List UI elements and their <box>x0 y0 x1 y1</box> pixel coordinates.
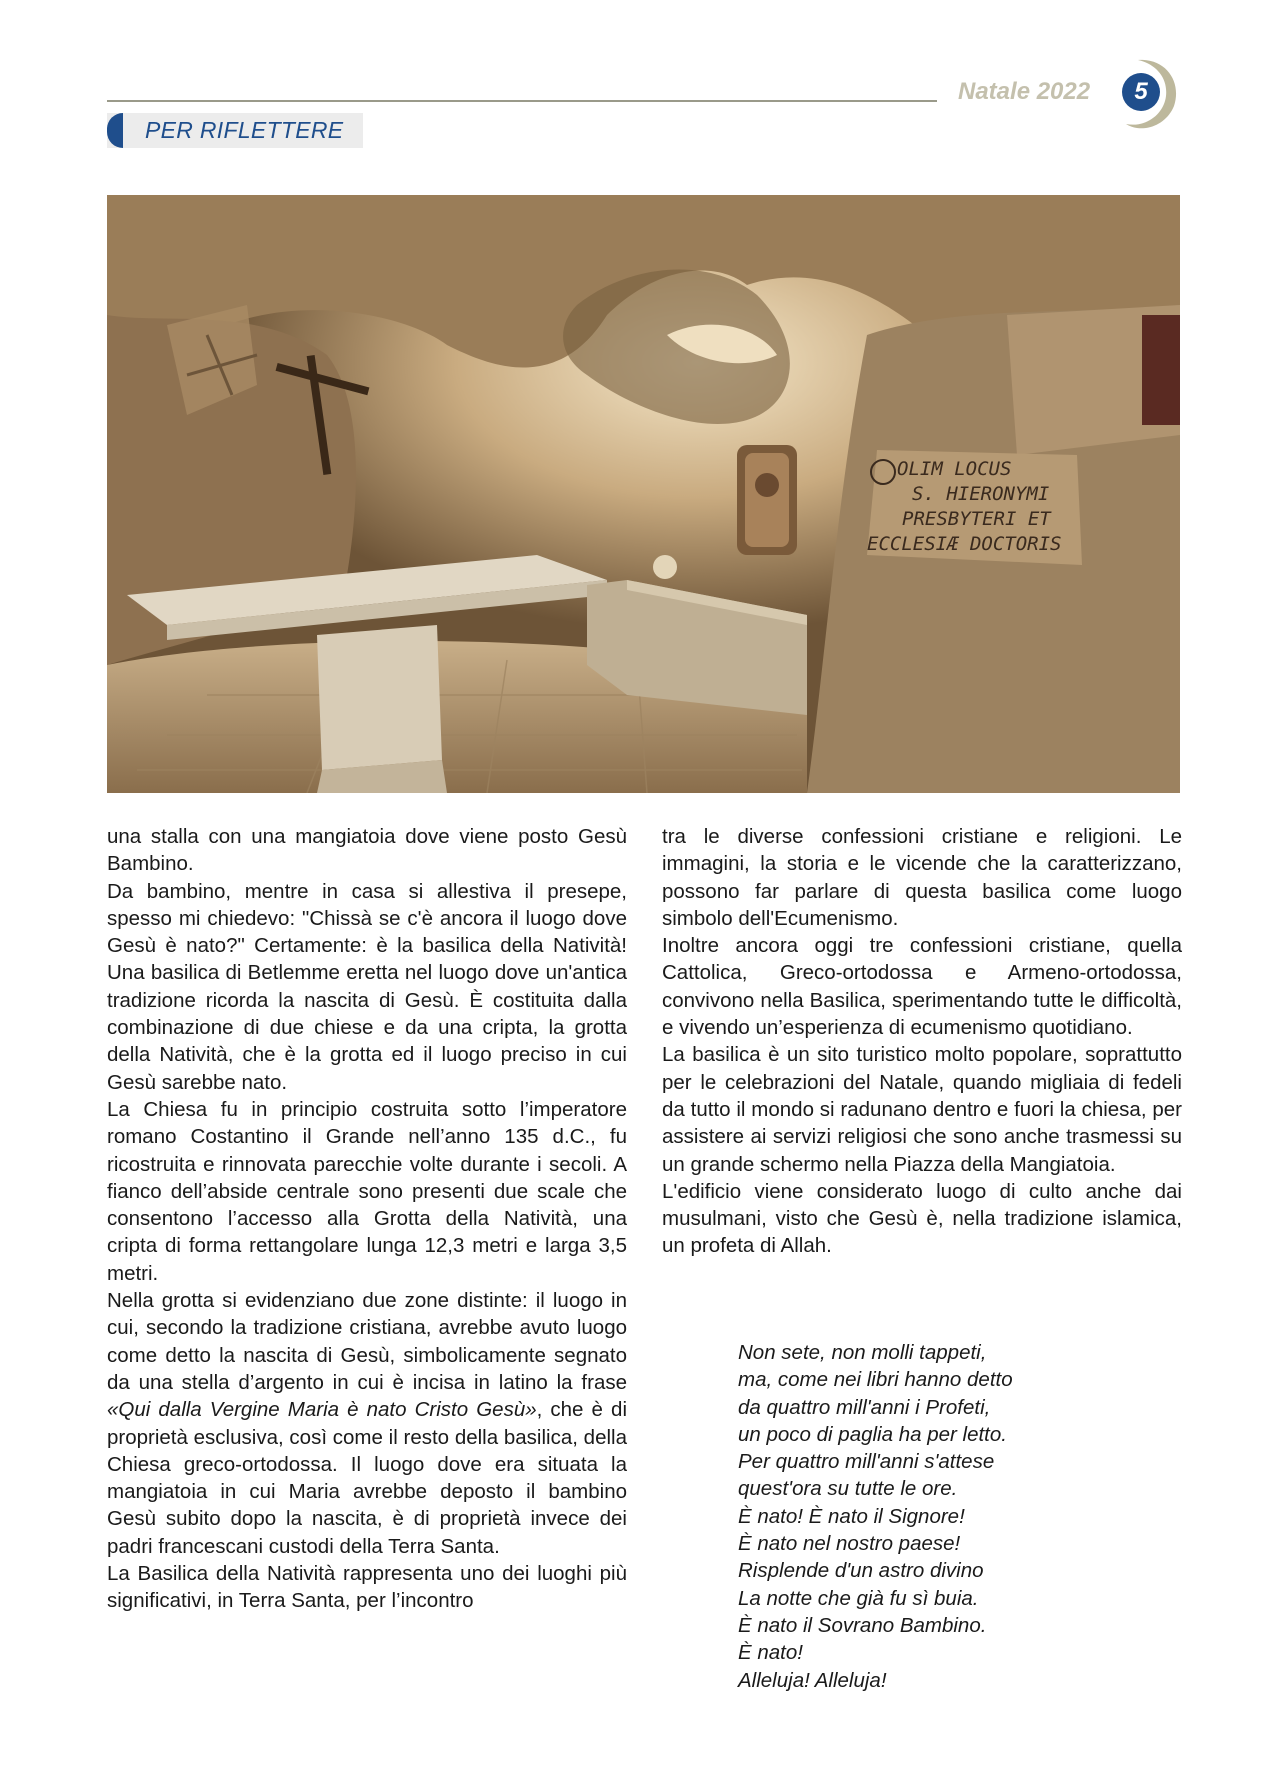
poem-line: È nato il Sovrano Bambino. <box>738 1613 987 1637</box>
article-paragraph: La Basilica della Natività rappresenta uno dei luoghi più significativi, in Terra Santa, per l’incontro <box>107 1562 627 1613</box>
poem-line: Risplende d'un astro divino <box>738 1559 984 1583</box>
poem-line: da quattro mill'anni i Profeti, <box>738 1395 991 1419</box>
poem-line: ma, come nei libri hanno detto <box>738 1368 1013 1392</box>
page-number: 5 <box>1122 73 1160 111</box>
article-paragraph: Inoltre ancora oggi tre confessioni cristiane, quella Cattolica, Greco-ortodossa e Armeno-ortodossa, convivono nella Basilica, sperimentando tutte le difficoltà, e vivendo un’esperienza di ecumenismo quotidiano. <box>662 934 1182 1040</box>
header-rule <box>107 100 937 102</box>
article-paragraph: Da bambino, mentre in casa si allestiva il presepe, spesso mi chiedevo: "Chissà se c'è ancora il luogo dove Gesù è nato?" Certamente: è la basilica della Natività! Una basilica di Betlemme eretta nel luogo dove un'antica tradizione ricorda la nascita di Gesù. È costituita dalla combinazione di due chiese e da una cripta, la grotta della Natività, che è la grotta ed il luogo preciso in cui Gesù sarebbe nato. <box>107 879 627 1094</box>
paragraph-text: Nella grotta si evidenziano due zone distinte: il luogo in cui, secondo la tradizione cristiana, avrebbe avuto luogo come detto la nascita di Gesù, simbolicamente segnato da una stella d’argento in cui è incisa in latino la frase <box>107 1289 627 1394</box>
article-paragraph: La basilica è un sito turistico molto popolare, soprattutto per le celebrazioni del Natale, quando migliaia di fedeli da tutto il mondo si radunano dentro e fuori la chiesa, per assistere ai servizi religiosi che sono anche trasmessi su un grande schermo nella Piazza della Mangiatoia. <box>662 1043 1182 1176</box>
latin-quote: «Qui dalla Vergine Maria è nato Cristo Gesù» <box>107 1398 537 1422</box>
grotto-photo <box>107 195 1180 793</box>
inscription-line-3: PRESBYTERI ET <box>902 508 1051 530</box>
poem-line: Per quattro mill'anni s'attese <box>738 1450 995 1474</box>
issue-title: Natale 2022 <box>958 78 1091 105</box>
poem-line: quest'ora su tutte le ore. <box>738 1477 958 1501</box>
article-right-column <box>662 823 1182 1260</box>
paragraph-text: , che è di proprietà esclusiva, così come il resto della basilica, della Chiesa greco-ortodossa. Il luogo dove era situata la mangiatoia in cui Maria avrebbe deposto il bambino Gesù subito dopo la nascita, è di proprietà invece dei padri francescani custodi della Terra Santa. <box>107 1398 627 1558</box>
inscription-line-4: ECCLESIÆ DOCTORIS <box>867 533 1062 555</box>
article-left-column <box>107 823 627 1615</box>
section-label: PER RIFLETTERE <box>145 117 344 143</box>
poem-line: Alleluja! Alleluja! <box>738 1668 887 1692</box>
inscription-line-1: OLIM LOCUS <box>897 458 1012 480</box>
article-paragraph: tra le diverse confessioni cristiane e religioni. Le immagini, la storia e le vicende che la caratterizzano, possono far parlare di questa basilica come luogo simbolo dell'Ecumenismo. <box>662 825 1182 930</box>
article-paragraph: La Chiesa fu in principio costruita sotto l’imperatore romano Costantino il Grande nell’anno 135 d.C., fu ricostruita e rinnovata parecchie volte durante i secoli. A fianco dell’abside centrale sono presenti due scale che consentono l’accesso alla Grotta della Natività, una cripta di forma rettangolare lunga 12,3 metri e larga 3,5 metri. <box>107 1097 627 1285</box>
poem-line: Non sete, non molli tappeti, <box>738 1341 987 1364</box>
poem-line: È nato nel nostro paese! <box>738 1532 961 1556</box>
poem <box>738 1339 1013 1694</box>
poem-line: È nato! È nato il Signore! <box>738 1504 965 1528</box>
article-paragraph: una stalla con una mangiatoia dove viene posto Gesù Bambino. <box>107 825 627 876</box>
article-paragraph: L'edificio viene considerato luogo di culto anche dai musulmani, visto che Gesù è, nella tradizione islamica, un profeta di Allah. <box>662 1179 1182 1258</box>
inscription-line-2: S. HIERONYMI <box>912 483 1050 505</box>
poem-line: La notte che già fu sì buia. <box>738 1586 979 1610</box>
poem-line: un poco di paglia ha per letto. <box>738 1422 1007 1446</box>
poem-line: È nato! <box>738 1641 803 1665</box>
article-paragraph <box>107 1287 627 1560</box>
